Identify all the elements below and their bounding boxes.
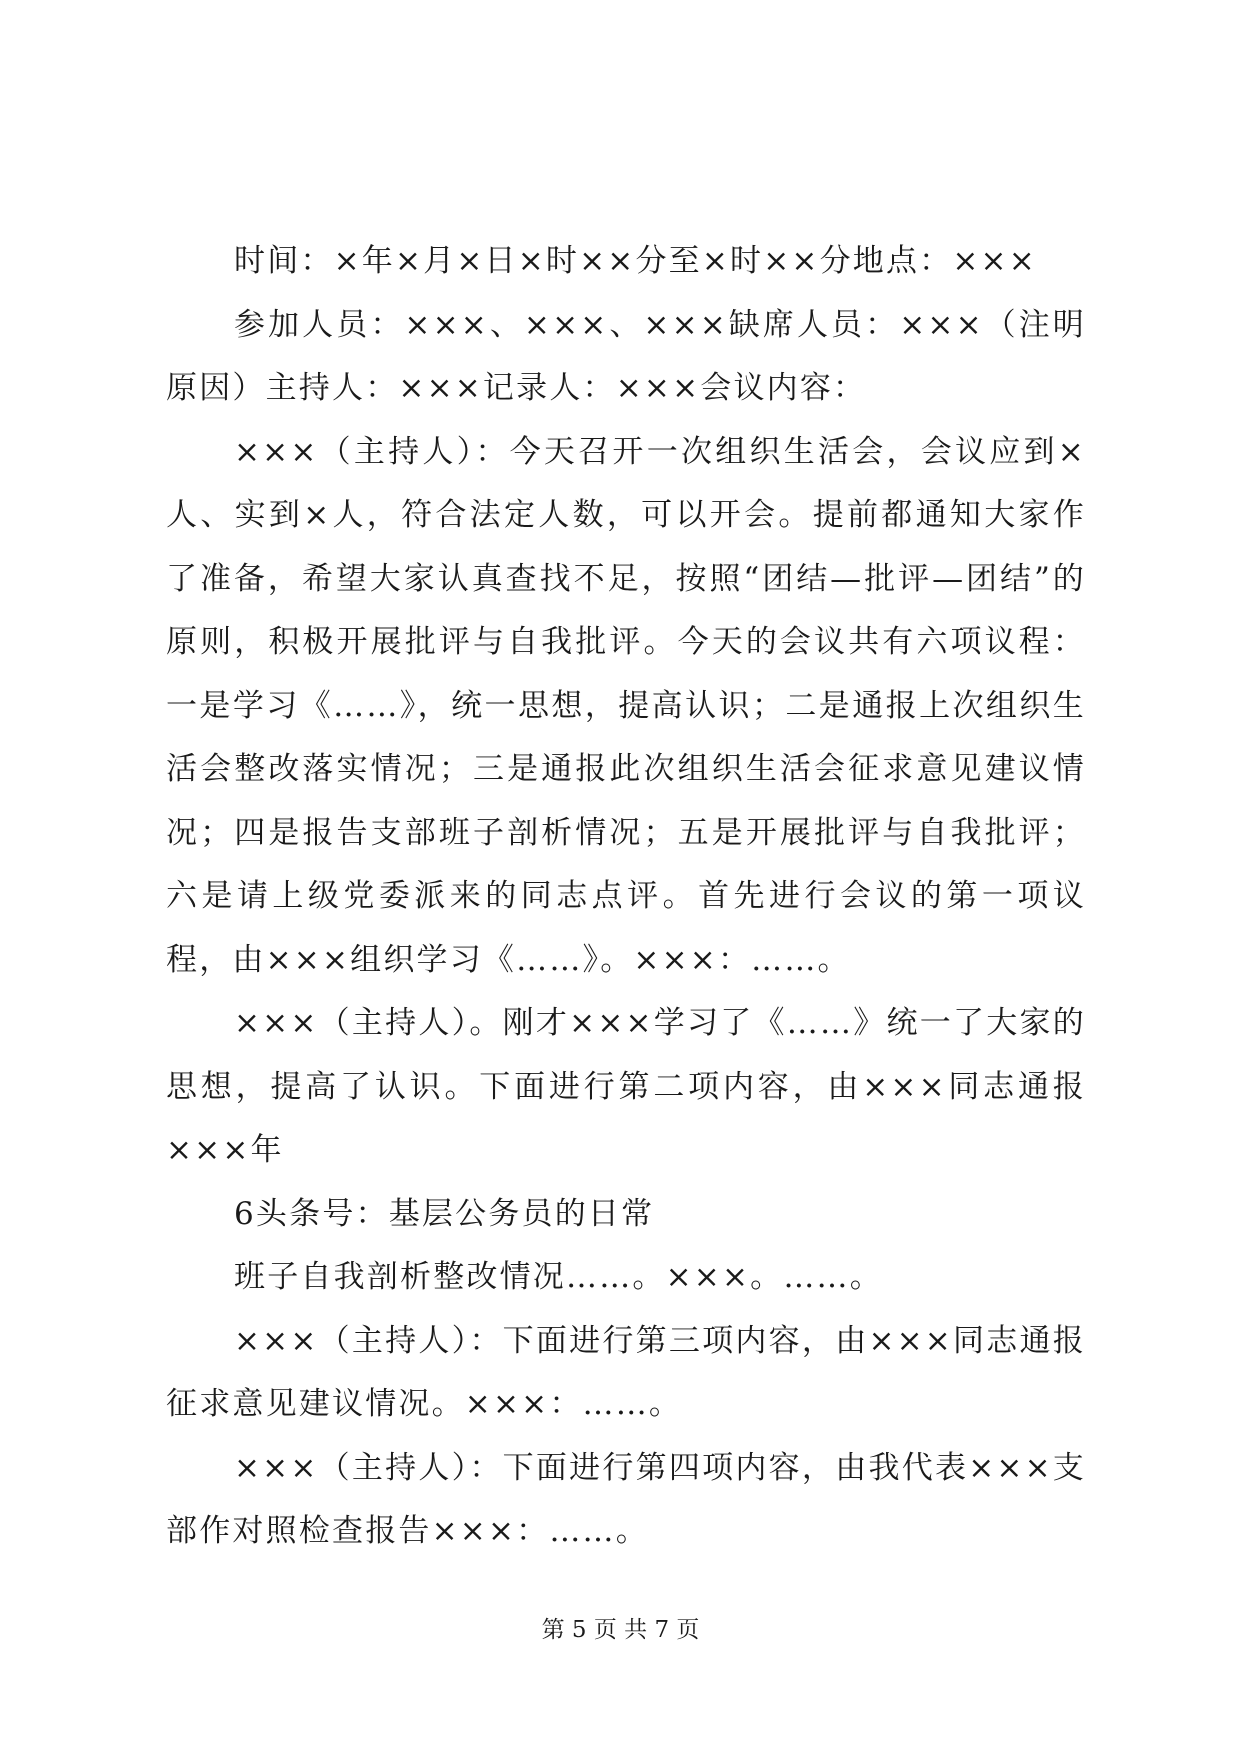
paragraph-second-item: ×××（主持人）。刚才×××学习了《……》统一了大家的思想，提高了认识。下面进行第二项内容，由×××同志通报×××年 xyxy=(166,1005,1086,1168)
paragraph-third-item: ×××（主持人）：下面进行第三项内容，由×××同志通报征求意见建议情况。×××：……。 xyxy=(166,1322,1086,1422)
page-number-footer: 第 5 页 共 7 页 xyxy=(541,1617,700,1643)
paragraph-fourth-item: ×××（主持人）：下面进行第四项内容，由我代表×××支部作对照检查报告×××：……。 xyxy=(166,1449,1086,1549)
paragraph-time-location: 时间：×年×月×日×时××分至×时××分地点：××× xyxy=(234,243,1037,279)
paragraph-opening-remarks: ×××（主持人）：今天召开一次组织生活会，会议应到×人、实到×人，符合法定人数，可以开会。提前都通知大家作了准备，希望大家认真查找不足，按照“团结—批评—团结”的原则，积极开展批评与自我批评。今天的会议共有六项议程：一是学习《……》，统一思想，提高认识；二是通报上次组织生活会整改落实情况；三是通报此次组织生活会征求意见建议情况；四是报告支部班子剖析情况；五是开展批评与自我批评；六是请上级党委派来的同志点评。首先进行会议的第一项议程，由×××组织学习《……》。×××：……。 xyxy=(166,433,1086,978)
document-body xyxy=(166,230,1086,1564)
paragraph-self-analysis: 班子自我剖析整改情况……。×××。……。 xyxy=(234,1259,883,1295)
paragraph-attendees: 参加人员：×××、×××、×××缺席人员：×××（注明原因）主持人：×××记录人：×××会议内容： xyxy=(166,306,1086,406)
paragraph-source-note: 6头条号：基层公务员的日常 xyxy=(234,1195,655,1232)
